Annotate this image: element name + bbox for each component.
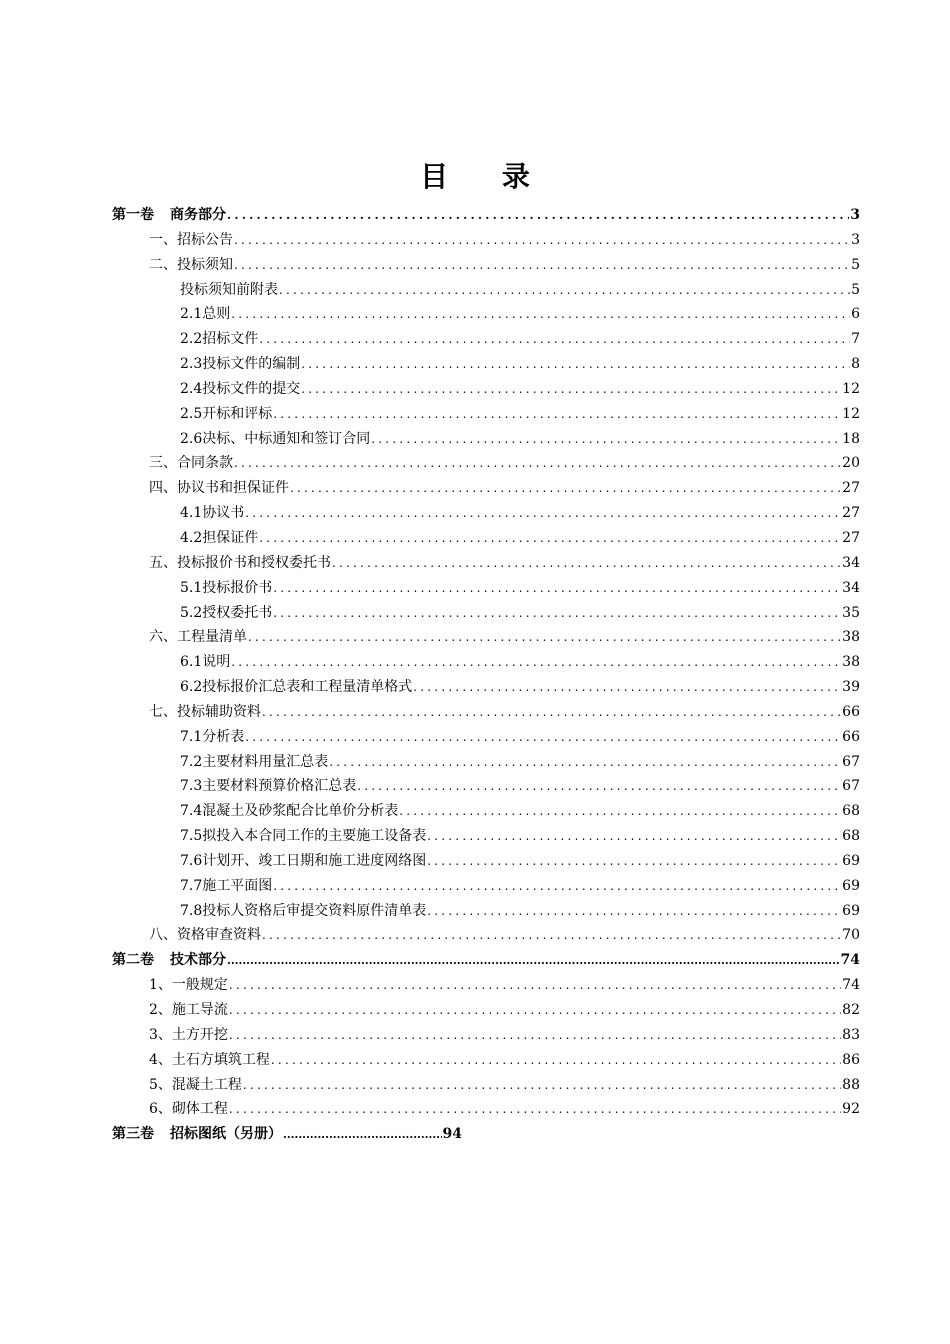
- toc-entry-label: [149, 1048, 270, 1073]
- toc-entry-title: 八、资格审查资料: [149, 927, 261, 944]
- toc-entry-title: 四、协议书和担保证件: [149, 480, 289, 497]
- dot-leader: [245, 725, 841, 750]
- toc-page-number: 67: [842, 778, 860, 795]
- toc-entry-label: [180, 601, 272, 626]
- toc-volume-number: 第三卷: [112, 1126, 154, 1143]
- toc-entry-title: 5.2授权委托书: [180, 604, 273, 621]
- toc-page-number: 68: [842, 803, 860, 820]
- toc-page-number: 38: [842, 654, 860, 671]
- toc-page-number: 34: [842, 554, 860, 571]
- toc-page-number: 12: [842, 405, 860, 422]
- toc-entry[interactable]: [112, 402, 860, 427]
- toc-entry-title: 2.4投标文件的提交: [180, 380, 301, 397]
- toc-entry-label: [180, 849, 426, 874]
- toc-entry-title: 7.8投标人资格后审提交资料原件清单表: [180, 902, 427, 919]
- toc-entry-title: 2.3投标文件的编制: [180, 356, 301, 373]
- dot-leader: [248, 625, 841, 650]
- dot-leader: [262, 700, 841, 725]
- toc-volume-entry[interactable]: [112, 948, 860, 973]
- toc-page-number: 69: [842, 902, 860, 919]
- dot-leader: [399, 799, 841, 824]
- toc-entry[interactable]: [112, 973, 860, 998]
- toc-entry-label: [149, 451, 233, 476]
- dot-leader: [234, 253, 850, 278]
- dot-leader: [427, 899, 841, 924]
- toc-entry-title: 1、一般规定: [149, 977, 228, 994]
- toc-entry-label: [149, 228, 233, 253]
- toc-entry-title: 7.1分析表: [180, 728, 245, 745]
- toc-page-number: 12: [842, 380, 860, 397]
- dot-leader: [231, 650, 841, 675]
- toc-entry-label: [180, 824, 426, 849]
- toc-entry-label: [149, 253, 233, 278]
- toc-page-number: 38: [842, 629, 860, 646]
- toc-entry-label: [149, 923, 261, 948]
- toc-entry-label: [180, 526, 258, 551]
- toc-entry[interactable]: [112, 725, 860, 750]
- toc-page-number: 3: [851, 231, 860, 248]
- toc-entry-title: 5.1投标报价书: [180, 579, 273, 596]
- toc-entry[interactable]: [112, 1097, 860, 1122]
- toc-page-number: 67: [842, 753, 860, 770]
- dot-leader: [245, 501, 841, 526]
- toc-entry-label: [180, 874, 272, 899]
- toc-entry-label: [180, 675, 412, 700]
- toc-page-number: 7: [851, 331, 860, 348]
- toc-entry-label: [149, 1073, 242, 1098]
- page-title: 目 录: [420, 160, 552, 193]
- toc-entry-label: [149, 973, 228, 998]
- dot-leader: [243, 1073, 841, 1098]
- toc-entry[interactable]: [112, 899, 860, 924]
- toc-entry[interactable]: [112, 750, 860, 775]
- toc-entry[interactable]: [112, 327, 860, 352]
- toc-entry-title: 招标图纸（另册）: [170, 1126, 282, 1143]
- toc-page-number: 86: [842, 1051, 860, 1068]
- toc-entry-title: 一、招标公告: [149, 231, 233, 248]
- toc-entry[interactable]: [112, 551, 860, 576]
- toc-entry[interactable]: [112, 1023, 860, 1048]
- toc-entry-label: [180, 750, 328, 775]
- dot-leader: [273, 601, 841, 626]
- toc-entry[interactable]: [112, 451, 860, 476]
- toc-entry[interactable]: [112, 625, 860, 650]
- toc-volume-entry[interactable]: [112, 203, 860, 228]
- toc-entry-label: [180, 799, 398, 824]
- toc-entry-label: [180, 302, 230, 327]
- dot-leader: [290, 476, 841, 501]
- toc-entry-title: 二、投标须知: [149, 256, 233, 273]
- dot-leader: [371, 427, 841, 452]
- dot-leader: [229, 1097, 841, 1122]
- toc-entry-label: [180, 576, 272, 601]
- toc-entry-title: 商务部分: [170, 207, 226, 223]
- dot-leader: [413, 675, 841, 700]
- toc-page-number: 8: [851, 356, 860, 373]
- toc-entry-label: [180, 402, 272, 427]
- toc-entry[interactable]: [112, 774, 860, 799]
- dot-leader: [273, 874, 841, 899]
- toc-entry-title: 投标须知前附表: [180, 281, 278, 298]
- toc-entry-title: 2.1总则: [180, 306, 231, 323]
- toc-entry[interactable]: [112, 253, 860, 278]
- toc-entry-label: [180, 650, 230, 675]
- toc-entry-label: [180, 377, 300, 402]
- dot-leader: [259, 327, 850, 352]
- dot-leader: [227, 949, 840, 974]
- dot-leader: [229, 998, 841, 1023]
- toc-page-number: 6: [851, 306, 860, 323]
- toc-volume-number: 第二卷: [112, 952, 154, 969]
- toc-entry-title: 七、投标辅助资料: [149, 703, 261, 720]
- toc-entry[interactable]: [112, 799, 860, 824]
- toc-entry-label: [180, 327, 258, 352]
- toc-entry-label: [149, 625, 247, 650]
- toc-page-number: 94: [442, 1126, 462, 1143]
- toc-entry-title: 五、投标报价书和授权委托书: [149, 554, 331, 571]
- toc-entry-label: [149, 551, 331, 576]
- toc-entry[interactable]: [112, 228, 860, 253]
- dot-leader: [283, 1123, 442, 1148]
- toc-entry-label: [112, 1122, 282, 1147]
- toc-page-number: 34: [842, 579, 860, 596]
- dot-leader: [234, 228, 850, 253]
- toc-entry-label: [149, 700, 261, 725]
- toc-entry[interactable]: [112, 1048, 860, 1073]
- toc-entry-label: [149, 998, 228, 1023]
- toc-page-number: 27: [842, 480, 860, 497]
- toc-entry-title: 技术部分: [170, 952, 226, 969]
- dot-leader: [262, 923, 841, 948]
- toc-entry-label: [180, 774, 356, 799]
- toc-entry[interactable]: [112, 923, 860, 948]
- toc-entry[interactable]: [112, 998, 860, 1023]
- toc-page-number: 83: [842, 1026, 860, 1043]
- dot-leader: [234, 451, 841, 476]
- dot-leader: [301, 377, 841, 402]
- toc-entry[interactable]: [112, 352, 860, 377]
- toc-entry-title: 2.2招标文件: [180, 331, 259, 348]
- toc-entry-title: 三、合同条款: [149, 455, 233, 472]
- toc-volume-number: 第一卷: [112, 207, 154, 223]
- toc-entry-title: 4.1协议书: [180, 505, 245, 522]
- toc-entry-title: 4.2担保证件: [180, 529, 259, 546]
- toc-entry[interactable]: [112, 824, 860, 849]
- toc-entry-label: [180, 899, 426, 924]
- toc-entry-label: [180, 725, 244, 750]
- dot-leader: [229, 1023, 841, 1048]
- toc-entry[interactable]: [112, 526, 860, 551]
- toc-page-number: 68: [842, 828, 860, 845]
- toc-entry-title: 7.5拟投入本合同工作的主要施工设备表: [180, 828, 427, 845]
- toc-entry-title: 5、混凝土工程: [149, 1076, 242, 1093]
- toc-entry-title: 7.4混凝土及砂浆配合比单价分析表: [180, 803, 399, 820]
- toc-entry[interactable]: [112, 302, 860, 327]
- toc-page-number: 74: [840, 952, 860, 969]
- toc-page-number: 70: [842, 927, 860, 944]
- toc-entry-label: [149, 1023, 228, 1048]
- toc-page-number: 74: [842, 977, 860, 994]
- dot-leader: [332, 551, 841, 576]
- dot-leader: [427, 824, 841, 849]
- toc-entry-label: [149, 476, 289, 501]
- toc-page-number: 20: [842, 455, 860, 472]
- dot-leader: [427, 849, 841, 874]
- dot-leader: [329, 750, 841, 775]
- toc-entry-title: 6、砌体工程: [149, 1101, 228, 1118]
- dot-leader: [227, 203, 849, 228]
- toc-entry-label: [180, 352, 300, 377]
- toc-page-number: 82: [842, 1002, 860, 1018]
- toc-entry[interactable]: [112, 278, 860, 303]
- toc-volume-entry[interactable]: [112, 1122, 462, 1147]
- toc-page-number: 92: [842, 1101, 860, 1118]
- toc-entry[interactable]: [112, 650, 860, 675]
- toc-page-number: 27: [842, 529, 860, 546]
- toc-entry[interactable]: [112, 601, 860, 626]
- toc-entry[interactable]: [112, 377, 860, 402]
- toc-entry[interactable]: [112, 874, 860, 899]
- toc-entry-title: 2.6决标、中标通知和签订合同: [180, 430, 371, 447]
- toc-page-number: 5: [851, 281, 860, 298]
- toc-entry-title: 6.1说明: [180, 654, 231, 671]
- toc-entry[interactable]: [112, 675, 860, 700]
- dot-leader: [229, 973, 841, 998]
- toc-page-number: 39: [842, 679, 860, 696]
- toc-page-number: 3: [850, 207, 860, 223]
- toc-entry-title: 7.3主要材料预算价格汇总表: [180, 778, 357, 795]
- toc-page-number: 5: [851, 256, 860, 273]
- toc-entry-title: 3、土方开挖: [149, 1026, 228, 1043]
- toc-entry-title: 7.7施工平面图: [180, 877, 273, 894]
- toc-page-number: 69: [842, 877, 860, 894]
- toc-entry-title: 6.2投标报价汇总表和工程量清单格式: [180, 679, 413, 696]
- toc-entry-label: [112, 203, 226, 228]
- toc-entry-label: [180, 427, 370, 452]
- dot-leader: [271, 1048, 841, 1073]
- toc-entry[interactable]: [112, 476, 860, 501]
- toc-entry-title: 7.2主要材料用量汇总表: [180, 753, 329, 770]
- toc-entry-title: 六、工程量清单: [149, 629, 247, 646]
- toc-entry[interactable]: [112, 501, 860, 526]
- toc-page-number: 27: [842, 505, 860, 522]
- dot-leader: [259, 526, 841, 551]
- toc-page-number: 69: [842, 852, 860, 869]
- toc-entry[interactable]: [112, 1073, 860, 1098]
- dot-leader: [273, 402, 841, 427]
- toc-entry-title: 2.5开标和评标: [180, 405, 273, 422]
- dot-leader: [231, 302, 850, 327]
- toc-page-number: 18: [842, 430, 860, 447]
- table-of-contents: [112, 203, 860, 1147]
- toc-entry-label: [180, 278, 278, 303]
- toc-page-number: 66: [842, 703, 860, 720]
- toc-entry-title: 7.6计划开、竣工日期和施工进度网络图: [180, 852, 427, 869]
- toc-entry[interactable]: [112, 427, 860, 452]
- dot-leader: [357, 774, 841, 799]
- toc-entry-label: [149, 1097, 228, 1122]
- toc-entry[interactable]: [112, 576, 860, 601]
- dot-leader: [301, 352, 850, 377]
- toc-page-number: 66: [842, 728, 860, 745]
- toc-entry-label: [112, 948, 226, 973]
- toc-page-number: 35: [842, 604, 860, 621]
- toc-entry-title: 2、施工导流: [149, 1002, 228, 1018]
- toc-entry[interactable]: [112, 700, 860, 725]
- dot-leader: [279, 278, 850, 303]
- toc-entry-label: [180, 501, 244, 526]
- toc-page-number: 88: [842, 1076, 860, 1093]
- toc-entry[interactable]: [112, 849, 860, 874]
- dot-leader: [273, 576, 841, 601]
- toc-entry-title: 4、土石方填筑工程: [149, 1051, 270, 1068]
